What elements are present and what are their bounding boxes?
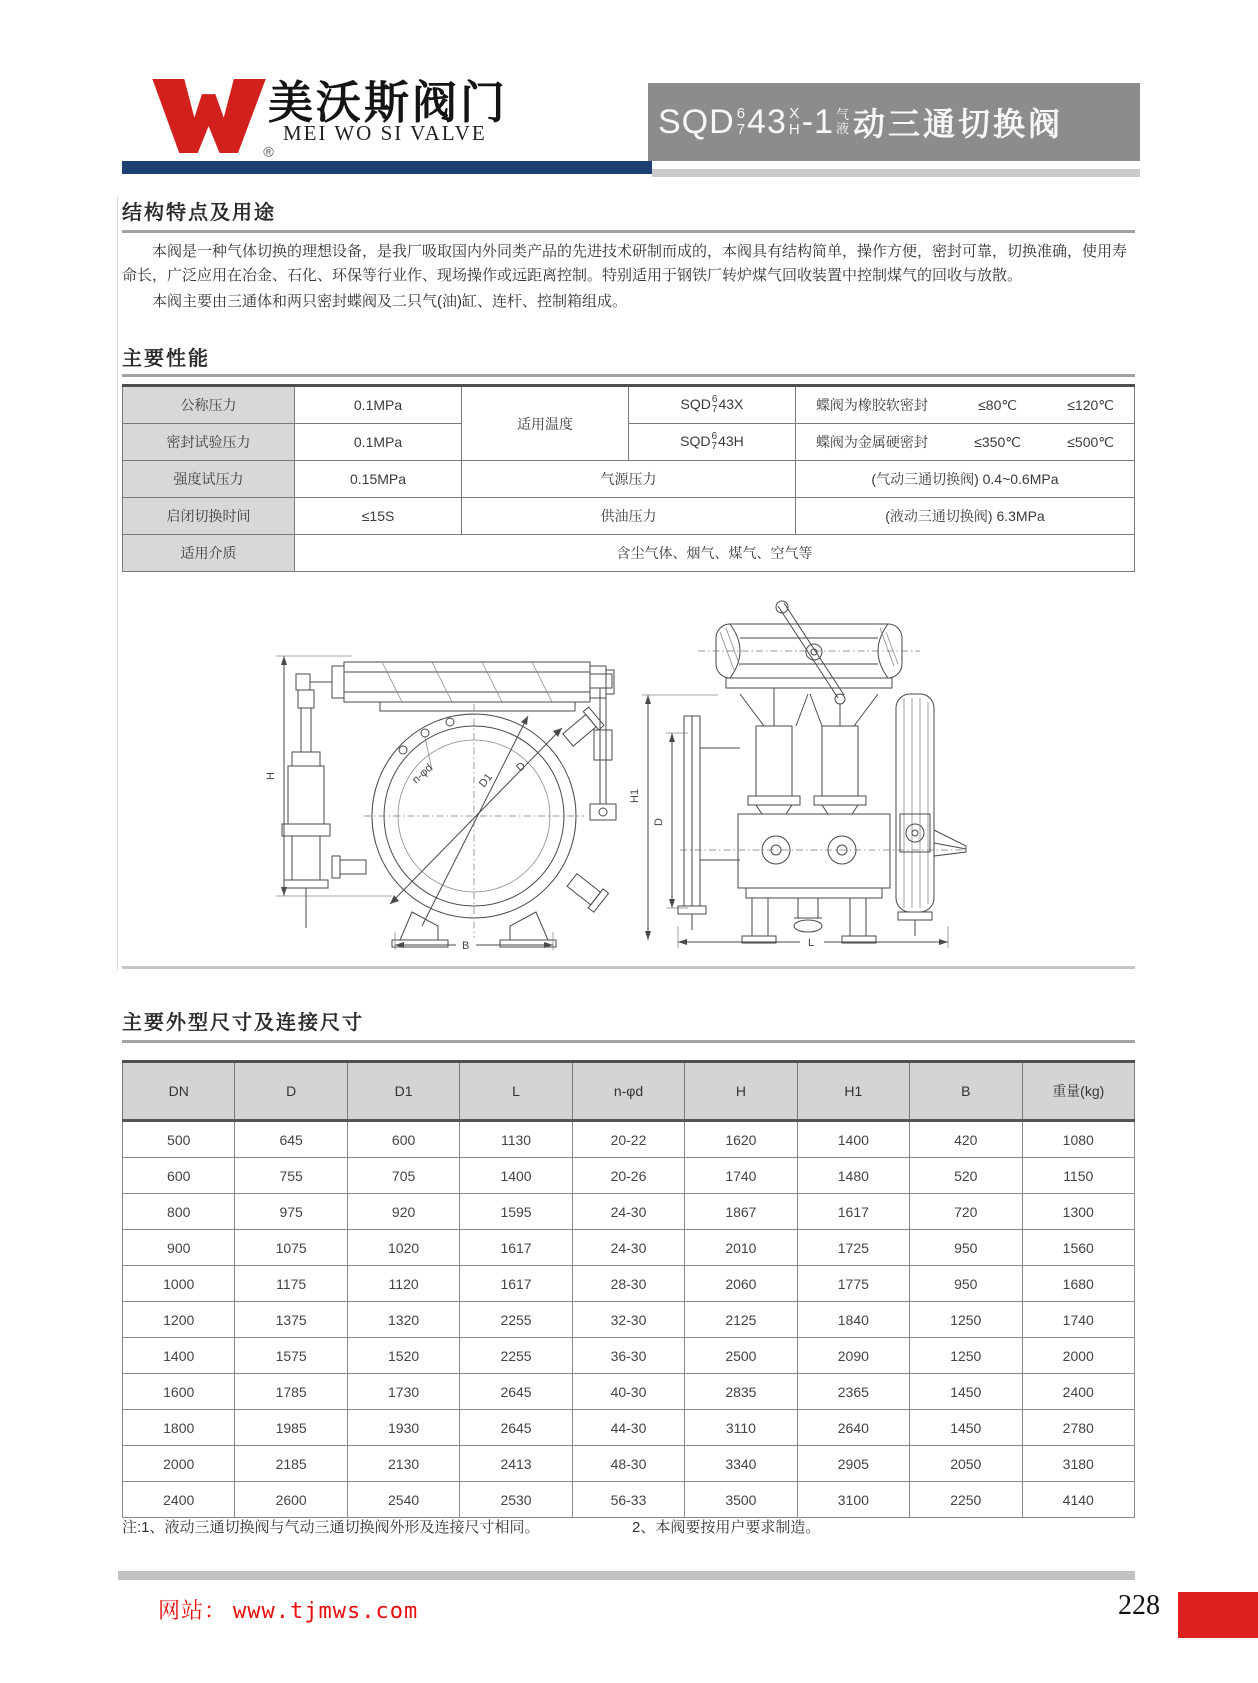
table-cell: 1867	[685, 1194, 797, 1230]
table-cell: 755	[235, 1158, 347, 1194]
table-cell: 1320	[347, 1302, 459, 1338]
table-cell: 500	[123, 1121, 235, 1158]
perf-model-h-cell	[628, 424, 795, 461]
table-cell: 1175	[235, 1266, 347, 1302]
table-row	[123, 1338, 1135, 1374]
table-cell: 2835	[685, 1374, 797, 1410]
dimensions-col-header: H	[685, 1062, 797, 1121]
table-cell: 48-30	[572, 1446, 684, 1482]
table-cell: 2125	[685, 1302, 797, 1338]
footer-divider-bar	[118, 1571, 1135, 1580]
table-cell: 1375	[235, 1302, 347, 1338]
dimensions-col-header: H1	[797, 1062, 909, 1121]
performance-table	[122, 384, 1135, 572]
page-number: 228	[1118, 1590, 1160, 1621]
table-cell: 1400	[797, 1121, 909, 1158]
table-cell: 20-22	[572, 1121, 684, 1158]
table-cell: 1250	[910, 1338, 1022, 1374]
table-cell: 1120	[347, 1266, 459, 1302]
seal-h-temp2: ≤500℃	[1067, 433, 1114, 450]
table-cell: 24-30	[572, 1194, 684, 1230]
table-cell: 1300	[1022, 1194, 1135, 1230]
table-cell: 920	[347, 1194, 459, 1230]
table-row	[123, 1374, 1135, 1410]
dim-label-l: L	[808, 937, 815, 949]
table-cell: 950	[910, 1266, 1022, 1302]
table-cell: 2645	[460, 1410, 572, 1446]
table-cell: 4140	[1022, 1482, 1135, 1518]
table-cell: 1400	[123, 1338, 235, 1374]
table-cell: 2905	[797, 1446, 909, 1482]
table-cell: 600	[123, 1158, 235, 1194]
perf-label-oil-pressure: 供油压力	[462, 498, 796, 535]
model-cn-bottom: 液	[835, 121, 849, 136]
table-cell: 975	[235, 1194, 347, 1230]
table-cell: 28-30	[572, 1266, 684, 1302]
table-cell: 3500	[685, 1482, 797, 1518]
perf-label-strength-test: 强度试压力	[123, 461, 295, 498]
perf-label-air-pressure: 气源压力	[462, 461, 796, 498]
section-title-dimensions: 主要外型尺寸及连接尺寸	[122, 1012, 364, 1034]
perf-value-switch-time: ≤15S	[295, 498, 462, 535]
table-row	[123, 1121, 1135, 1158]
model-num-top: 6	[736, 105, 746, 123]
table-row	[123, 535, 1135, 572]
dimensions-col-header: DN	[123, 1062, 235, 1121]
table-cell: 1075	[235, 1230, 347, 1266]
features-paragraph-2: 本阀主要由三通体和两只密封蝶阀及二只气(油)缸、连杆、控制箱组成。	[152, 293, 627, 310]
perf-value-oil-pressure: (液动三通切换阀) 6.3MPa	[795, 498, 1134, 535]
seal-x-temp2: ≤120℃	[1067, 396, 1114, 413]
perf-value-nominal-pressure: 0.1MPa	[295, 386, 462, 424]
table-cell: 2530	[460, 1482, 572, 1518]
table-cell: 2050	[910, 1446, 1022, 1482]
table-cell: 3100	[797, 1482, 909, 1518]
table-cell: 40-30	[572, 1374, 684, 1410]
table-cell: 2255	[460, 1338, 572, 1374]
model-dash: -1	[801, 102, 834, 141]
perf-value-medium: 含尘气体、烟气、煤气、空气等	[295, 535, 1135, 572]
table-cell: 950	[910, 1230, 1022, 1266]
table-cell: 2400	[123, 1482, 235, 1518]
table-cell: 1725	[797, 1230, 909, 1266]
table-cell: 3180	[1022, 1446, 1135, 1482]
seal-x-temp1: ≤80℃	[978, 396, 1018, 413]
table-cell: 24-30	[572, 1230, 684, 1266]
table-cell: 2500	[685, 1338, 797, 1374]
model-x-bottom: 7	[711, 404, 718, 415]
dimensions-col-header: B	[910, 1062, 1022, 1121]
model-x-top: 6	[711, 393, 718, 405]
brand-logo-icon	[142, 74, 282, 158]
page-left-rule	[117, 196, 118, 970]
table-cell: 1730	[347, 1374, 459, 1410]
table-cell: 1150	[1022, 1158, 1135, 1194]
side-view-drawing	[628, 598, 968, 950]
model-x-suffix: 43X	[718, 395, 744, 412]
brand-name-english: MEI WO SI VALVE	[283, 121, 487, 145]
table-cell: 600	[347, 1121, 459, 1158]
table-cell: 2400	[1022, 1374, 1135, 1410]
dim-label-n-phid: n-φd	[409, 761, 436, 787]
table-cell: 520	[910, 1158, 1022, 1194]
table-cell: 2600	[235, 1482, 347, 1518]
table-cell: 32-30	[572, 1302, 684, 1338]
dim-label-b: B	[462, 940, 470, 950]
perf-label-nominal-pressure: 公称压力	[123, 386, 295, 424]
table-row	[123, 1230, 1135, 1266]
registered-mark: ®	[263, 144, 274, 158]
table-row	[123, 461, 1135, 498]
table-cell: 1520	[347, 1338, 459, 1374]
seal-x-text: 蝶阀为橡胶软密封	[815, 397, 928, 413]
table-row	[123, 498, 1135, 535]
model-title-banner	[648, 83, 1140, 161]
table-row	[123, 1194, 1135, 1230]
table-row	[123, 1302, 1135, 1338]
dimensions-col-header: L	[460, 1062, 572, 1121]
table-cell: 1575	[235, 1338, 347, 1374]
table-row	[123, 1446, 1135, 1482]
dim-label-h1: H1	[629, 788, 641, 803]
table-cell: 2000	[1022, 1338, 1135, 1374]
banner-shadow-strip	[652, 169, 1140, 177]
table-cell: 1480	[797, 1158, 909, 1194]
perf-seal-x-cell	[795, 386, 1134, 424]
table-cell: 705	[347, 1158, 459, 1194]
table-cell: 1740	[1022, 1302, 1135, 1338]
table-cell: 2413	[460, 1446, 572, 1482]
model-mid: 43	[747, 102, 787, 141]
table-row	[123, 386, 1135, 424]
seal-h-text: 蝶阀为金属硬密封	[815, 434, 928, 450]
table-cell: 1020	[347, 1230, 459, 1266]
table-cell: 1450	[910, 1410, 1022, 1446]
model-cn-top: 气	[835, 107, 849, 123]
table-row	[123, 1410, 1135, 1446]
table-cell: 1617	[797, 1194, 909, 1230]
table-cell: 2060	[685, 1266, 797, 1302]
table-cell: 20-26	[572, 1158, 684, 1194]
model-h-prefix: SQD	[680, 432, 711, 449]
header-divider-bar	[122, 161, 652, 174]
perf-seal-h-cell	[795, 424, 1134, 461]
dimensions-col-header: 重量(kg)	[1022, 1062, 1135, 1121]
model-h-bottom: 7	[711, 441, 718, 452]
table-row	[123, 424, 1135, 461]
dimensions-table	[122, 1060, 1135, 1518]
section-title-performance: 主要性能	[122, 348, 210, 370]
table-cell: 1130	[460, 1121, 572, 1158]
table-cell: 2130	[347, 1446, 459, 1482]
table-cell: 2645	[460, 1374, 572, 1410]
table-cell: 900	[123, 1230, 235, 1266]
model-suffix: 动三通切换阀	[852, 106, 1063, 142]
dimensions-col-header: n-φd	[572, 1062, 684, 1121]
features-title-rule	[122, 230, 1135, 233]
table-cell: 1450	[910, 1374, 1022, 1410]
seal-h-temp1: ≤350℃	[974, 433, 1021, 450]
perf-label-switch-time: 启闭切换时间	[123, 498, 295, 535]
table-cell: 1080	[1022, 1121, 1135, 1158]
table-cell: 1595	[460, 1194, 572, 1230]
table-cell: 2090	[797, 1338, 909, 1374]
table-cell: 56-33	[572, 1482, 684, 1518]
page-corner-block	[1178, 1592, 1258, 1638]
table-cell: 2000	[123, 1446, 235, 1482]
table-cell: 720	[910, 1194, 1022, 1230]
table-note-1: 注:1、液动三通切换阀与气动三通切换阀外形及连接尺寸相同。	[122, 1519, 540, 1536]
model-letter-top: X	[789, 105, 800, 123]
model-letter-stack	[789, 106, 800, 138]
dim-label-d: D	[514, 759, 529, 775]
table-cell: 1840	[797, 1302, 909, 1338]
perf-value-strength-test: 0.15MPa	[295, 461, 462, 498]
model-number-stack	[737, 106, 745, 138]
website-url: www.tjmws.com	[233, 1599, 419, 1624]
table-cell: 2640	[797, 1410, 909, 1446]
table-cell: 800	[123, 1194, 235, 1230]
dimensions-title-rule	[122, 1040, 1135, 1043]
table-cell: 1785	[235, 1374, 347, 1410]
perf-value-seal-test: 0.1MPa	[295, 424, 462, 461]
perf-value-air-pressure: (气动三通切换阀) 0.4~0.6MPa	[795, 461, 1134, 498]
model-letter-bottom: H	[788, 121, 800, 138]
model-h-stack	[712, 432, 718, 453]
table-cell: 645	[235, 1121, 347, 1158]
table-cell: 1400	[460, 1158, 572, 1194]
model-num-bottom: 7	[736, 121, 746, 138]
features-paragraphs	[122, 240, 1135, 316]
table-cell: 1740	[685, 1158, 797, 1194]
table-cell: 2540	[347, 1482, 459, 1518]
table-note-2: 2、本阀要按用户要求制造。	[632, 1519, 821, 1536]
table-cell: 2365	[797, 1374, 909, 1410]
model-h-suffix: 43H	[718, 432, 744, 449]
table-cell: 1985	[235, 1410, 347, 1446]
table-cell: 2010	[685, 1230, 797, 1266]
table-cell: 2255	[460, 1302, 572, 1338]
model-x-stack	[712, 395, 718, 416]
table-cell: 1775	[797, 1266, 909, 1302]
table-cell: 1617	[460, 1230, 572, 1266]
perf-model-x-cell	[628, 386, 795, 424]
section-title-features: 结构特点及用途	[122, 202, 276, 224]
table-cell: 3110	[685, 1410, 797, 1446]
table-row	[123, 1158, 1135, 1194]
table-cell: 420	[910, 1121, 1022, 1158]
dim-label-side-d: D	[653, 818, 665, 826]
dimensions-col-header: D1	[347, 1062, 459, 1121]
model-h-top: 6	[711, 430, 718, 442]
dim-label-h: H	[265, 772, 277, 780]
table-cell: 2780	[1022, 1410, 1135, 1446]
features-paragraph-1: 本阀是一种气体切换的理想设备，是我厂吸取国内外同类产品的先进技术研制而成的，本阀具有结构简单，操作方便，密封可靠，切换准确，使用寿命长，广泛应用在冶金、石化、环保等行业作、现场操作或远距离控制。特别适用于钢铁厂转炉煤气回收装置中控制煤气的回收与放散。	[122, 243, 1128, 284]
perf-label-temperature: 适用温度	[462, 386, 629, 461]
table-cell: 1000	[123, 1266, 235, 1302]
table-cell: 1560	[1022, 1230, 1135, 1266]
performance-title-rule	[122, 374, 1135, 377]
table-row	[123, 1266, 1135, 1302]
perf-label-medium: 适用介质	[123, 535, 295, 572]
perf-label-seal-test: 密封试验压力	[123, 424, 295, 461]
table-cell: 1800	[123, 1410, 235, 1446]
table-cell: 36-30	[572, 1338, 684, 1374]
table-cell: 3340	[685, 1446, 797, 1482]
table-cell: 1250	[910, 1302, 1022, 1338]
website-label: 网站：	[158, 1598, 228, 1623]
table-cell: 1600	[123, 1374, 235, 1410]
drawings-bottom-rule	[122, 966, 1135, 969]
table-row	[123, 1482, 1135, 1518]
table-cell: 1617	[460, 1266, 572, 1302]
model-prefix: SQD	[658, 102, 735, 141]
brand-name-chinese: 美沃斯阀门	[268, 77, 509, 128]
dimensions-table-body	[123, 1121, 1135, 1518]
website-text	[158, 1594, 418, 1625]
table-cell: 1680	[1022, 1266, 1135, 1302]
front-view-drawing	[232, 598, 642, 950]
dim-label-d1: D1	[476, 771, 496, 790]
table-cell: 2250	[910, 1482, 1022, 1518]
dimensions-col-header: D	[235, 1062, 347, 1121]
dimensions-header-row	[123, 1062, 1135, 1121]
table-cell: 44-30	[572, 1410, 684, 1446]
table-cell: 1620	[685, 1121, 797, 1158]
table-cell: 2185	[235, 1446, 347, 1482]
table-cell: 1200	[123, 1302, 235, 1338]
model-x-prefix: SQD	[680, 395, 711, 412]
table-cell: 1930	[347, 1410, 459, 1446]
model-cn-stack	[836, 108, 849, 135]
